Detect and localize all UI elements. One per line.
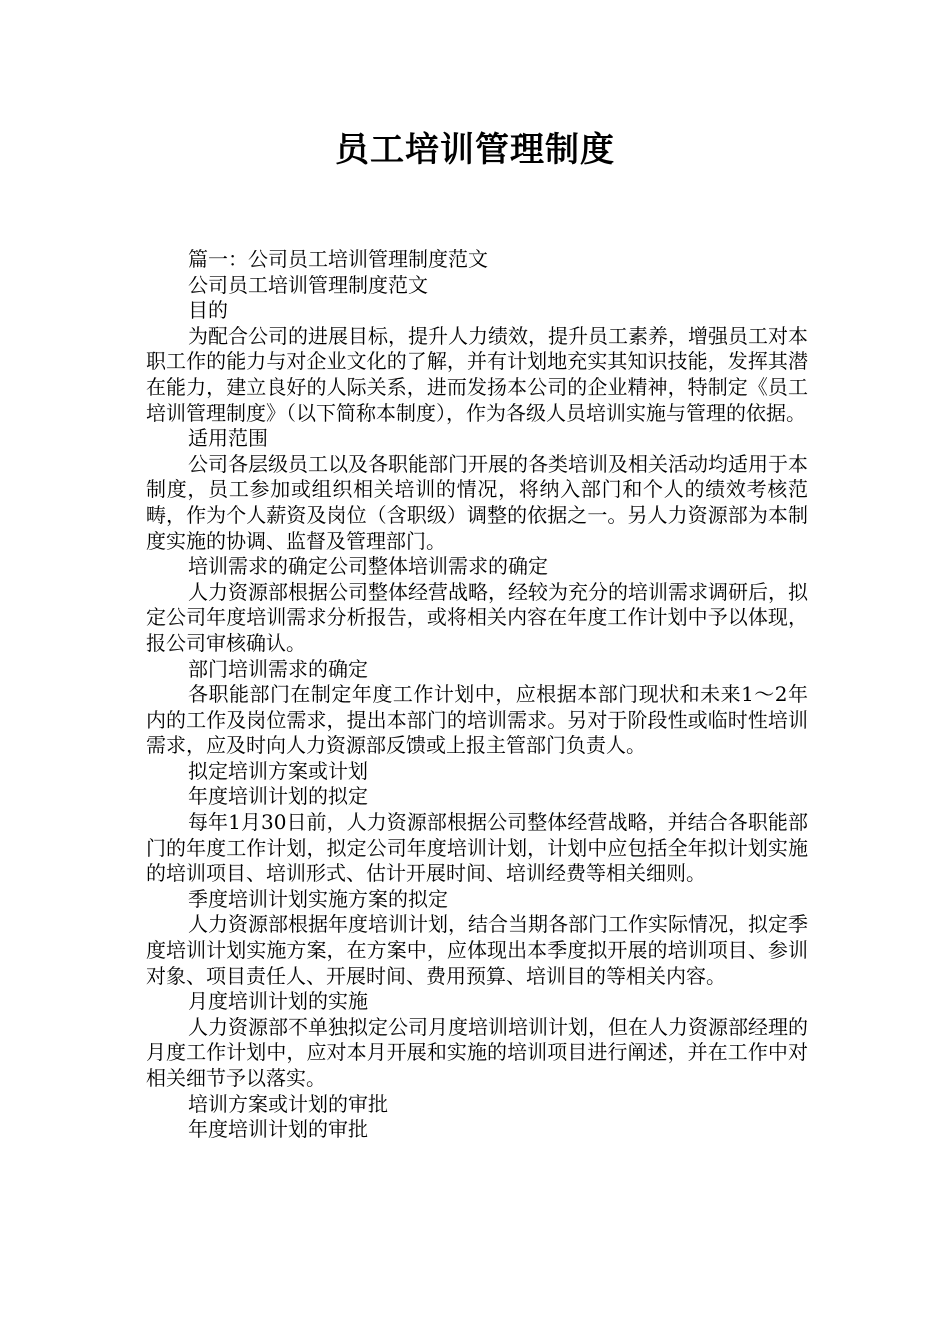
paragraph-needs-body: 人力资源部根据公司整体经营战略，经较为充分的培训需求调研后，拟定公司年度培训需求分析报告，或将相关内容在年度工作计划中予以体现，报公司审核确认。 (146, 579, 808, 655)
paragraph-heading-quarterly-plan: 季度培训计划实施方案的拟定 (188, 886, 448, 911)
paragraph-heading-dept-needs: 部门培训需求的确定 (188, 656, 368, 681)
paragraph-purpose-body: 为配合公司的进展目标，提升人力绩效，提升员工素养，增强员工对本职工作的能力与对企业文化的了解，并有计划地充实其知识技能，发挥其潜在能力，建立良好的人际关系，进而发扬本公司的企业精神，特制定《员工培训管理制度》（以下简称本制度），作为各级人员培训实施与管理的依据。 (146, 323, 808, 425)
paragraph-dept-needs-body: 各职能部门在制定年度工作计划中，应根据本部门现状和未来1～2年内的工作及岗位需求，提出本部门的培训需求。另对于阶段性或临时性培训需求，应及时向人力资源部反馈或上报主管部门负责人。 (146, 682, 808, 758)
paragraph-heading-purpose: 目的 (188, 298, 228, 323)
paragraph-heading-scope: 适用范围 (188, 426, 268, 451)
document-title: 员工培训管理制度 (335, 130, 615, 170)
document-body (146, 247, 808, 1143)
paragraph-heading-needs: 培训需求的确定公司整体培训需求的确定 (188, 554, 548, 579)
paragraph-quarterly-plan-body: 人力资源部根据年度培训计划，结合当期各部门工作实际情况，拟定季度培训计划实施方案，在方案中，应体现出本季度拟开展的培训项目、参训对象、项目责任人、开展时间、费用预算、培训目的等相关内容。 (146, 912, 808, 988)
paragraph-heading-approval: 培训方案或计划的审批 (188, 1091, 388, 1116)
paragraph-section-heading: 篇一：公司员工培训管理制度范文 (188, 247, 488, 271)
paragraph-heading-monthly-plan: 月度培训计划的实施 (188, 989, 368, 1014)
paragraph-heading-annual-plan: 年度培训计划的拟定 (188, 784, 368, 809)
paragraph-annual-plan-body: 每年1月30日前，人力资源部根据公司整体经营战略，并结合各职能部门的年度工作计划，拟定公司年度培训计划，计划中应包括全年拟计划实施的培训项目、培训形式、估计开展时间、培训经费等相关细则。 (146, 810, 808, 886)
paragraph-heading-annual-approval: 年度培训计划的审批 (188, 1117, 368, 1142)
paragraph-scope-body: 公司各层级员工以及各职能部门开展的各类培训及相关活动均适用于本制度，员工参加或组织相关培训的情况，将纳入部门和个人的绩效考核范畴，作为个人薪资及岗位（含职级）调整的依据之一。另人力资源部为本制度实施的协调、监督及管理部门。 (146, 451, 808, 553)
paragraph-heading-plan: 拟定培训方案或计划 (188, 758, 368, 783)
paragraph-subtitle: 公司员工培训管理制度范文 (188, 272, 428, 297)
paragraph-monthly-plan-body: 人力资源部不单独拟定公司月度培训培训计划，但在人力资源部经理的月度工作计划中，应对本月开展和实施的培训项目进行阐述，并在工作中对相关细节予以落实。 (146, 1014, 808, 1090)
